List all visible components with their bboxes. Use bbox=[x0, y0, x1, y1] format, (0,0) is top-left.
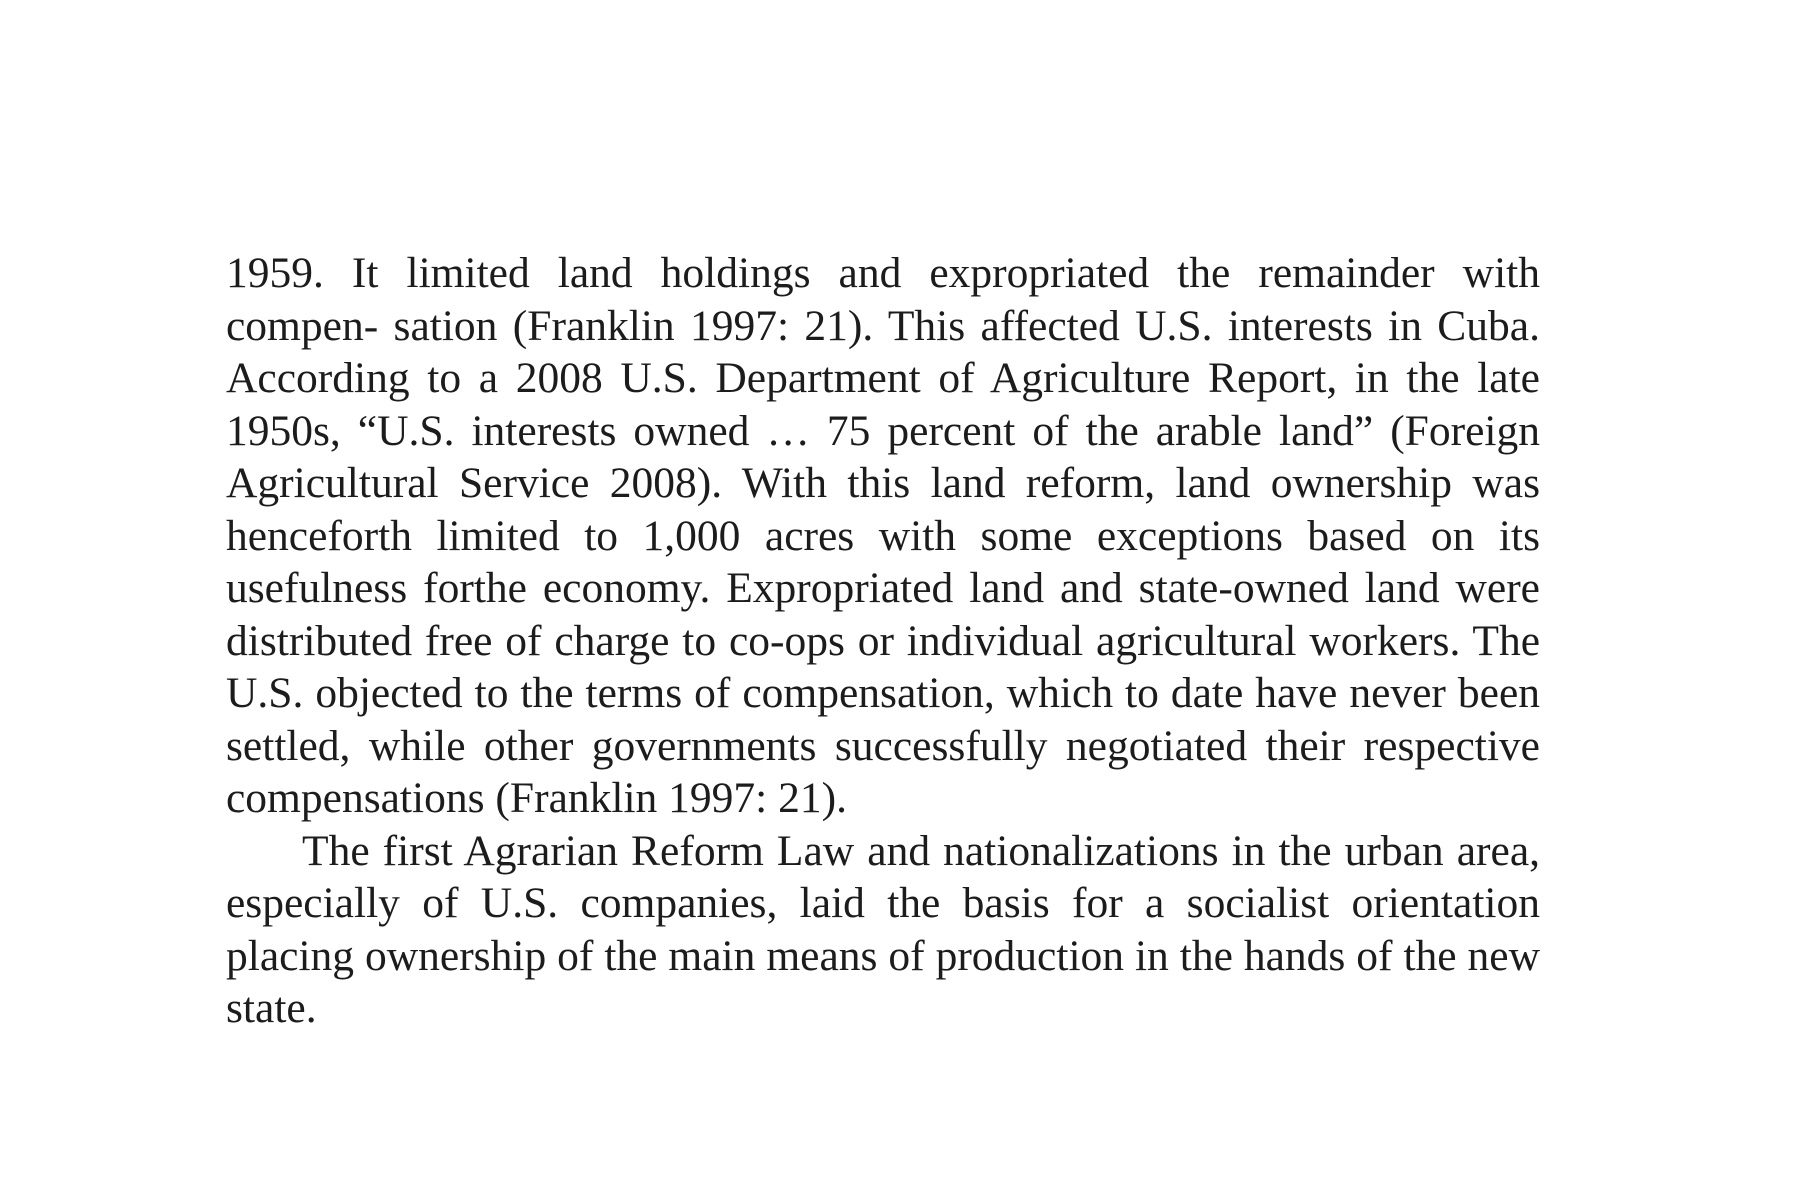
body-text bbox=[226, 247, 1540, 1035]
paragraph-agrarian-reform-law: The first Agrarian Reform Law and nationalizations in the urban area, especially of U.S. companies, laid the basis for a socialist orientation placing ownership of the main means of production in the hands of the new state. bbox=[226, 826, 1540, 1032]
paragraph-land-reform: 1959. It limited land holdings and expropriated the remainder with compen- sation (Franklin 1997: 21). This affected U.S. interests in Cuba. According to a 2008 U.S. Department of Agriculture Report, in the late 1950s, “U.S. interests owned … 75 percent of the arable land” (Foreign Agricultural Service 2008). With this land reform, land ownership was henceforth limited to 1,000 acres with some exceptions based on its usefulness forthe economy. Expropriated land and state-owned land were distributed free of charge to co-ops or individual agricultural workers. The U.S. objected to the terms of compensation, which to date have never been settled, while other governments successfully negotiated their respective compensations (Franklin 1997: 21). bbox=[226, 249, 1540, 822]
